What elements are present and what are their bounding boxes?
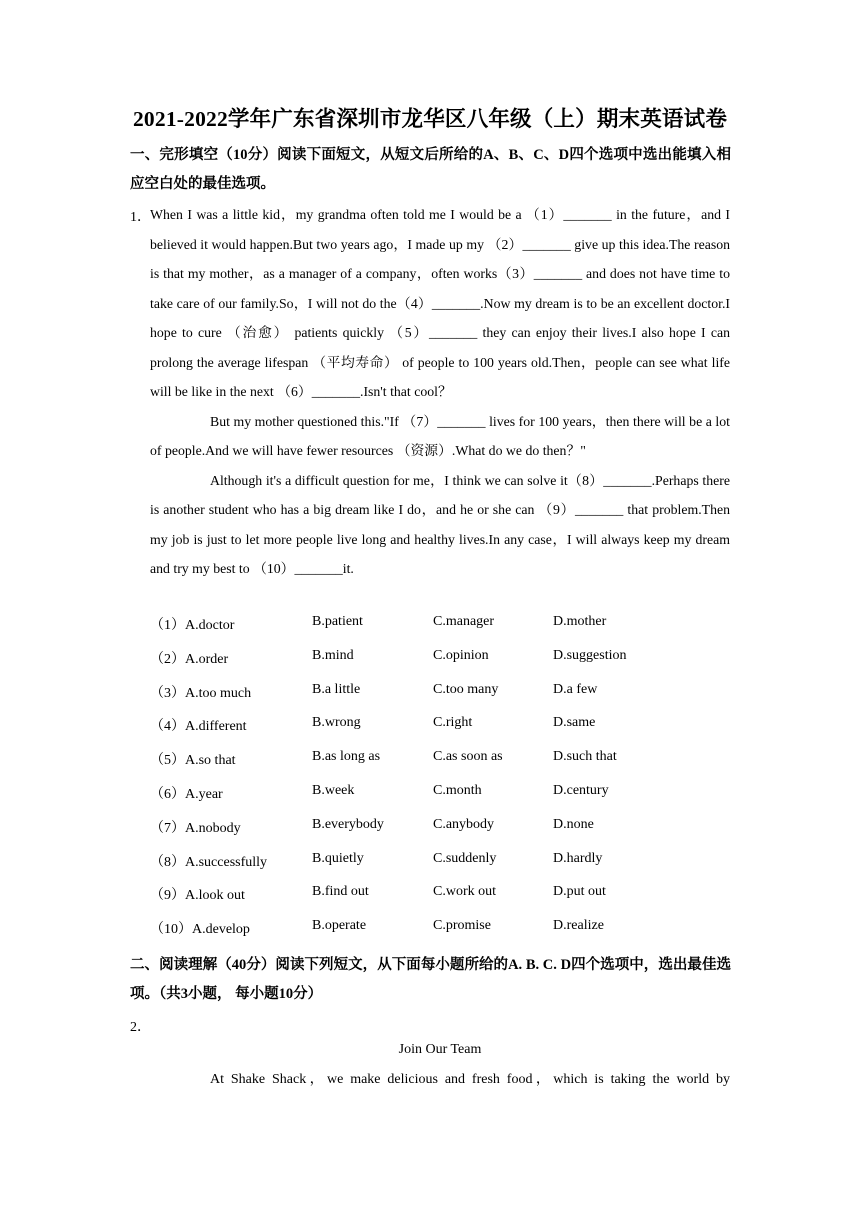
question-number-1: 1． (130, 210, 151, 225)
option-c: C.suddenly (433, 850, 497, 866)
option-d: D.such that (553, 749, 617, 765)
passage-paragraph-1: When I was a little kid，my grandma often told me I would be a （1）_______ in the future，and I believed it would happen.But two years ago，I made up my （2）_______ give up this idea.The reason is that my mother，as a manager of a company，often works（3）_______ and does not have time to take care of our family.So，I will not do the（4）_______.Now my dream is to be an excellent doctor.I hope to cure （治愈） patients quickly （5）_______ they can enjoy their lives.I also hope I can prolong the average lifespan （平均寿命） of people to 100 years old.Then，people can see what life will be like in the next （6）_______.Isn't that cool？ (150, 207, 730, 399)
option-row-7 (150, 817, 750, 851)
section2-heading: 二、阅读理解（40分）阅读下列短文，从下面每小题所给的A. B. C. D四个选项中，选出最佳选项。（共3小题， 每小题10分） (130, 957, 731, 1002)
option-c: C.work out (433, 884, 496, 900)
question-number-2: 2． (130, 1020, 151, 1035)
option-a: （10）A.develop (150, 922, 250, 938)
option-row-2 (150, 648, 750, 682)
option-row-6 (150, 783, 750, 817)
option-b: B.everybody (312, 816, 384, 832)
option-b: B.operate (312, 918, 367, 934)
option-c: C.too many (433, 681, 499, 697)
option-a: （7）A.nobody (150, 820, 241, 836)
option-d: D.a few (553, 681, 598, 697)
option-b: B.patient (312, 614, 363, 629)
passage-title: Join Our Team (398, 1042, 482, 1057)
option-b: B.mind (312, 647, 354, 663)
option-row-5 (150, 749, 750, 783)
option-row-4 (150, 715, 750, 749)
option-c: C.opinion (433, 647, 489, 663)
option-d: D.mother (553, 614, 607, 629)
option-row-8 (150, 851, 750, 885)
passage-paragraph-2: But my mother questioned this."If （7）_______ lives for 100 years，then there will be a lot of people.And we will have fewer resources （资源）.What do we do then？" (150, 413, 730, 458)
exam-title: 2021-2022学年广东省深圳市龙华区八年级（上）期末英语试卷 (132, 107, 728, 131)
option-d: D.suggestion (553, 647, 627, 663)
option-a: （4）A.different (150, 719, 247, 735)
option-d: D.put out (553, 884, 606, 900)
option-c: C.promise (433, 918, 491, 934)
passage-first-line: At Shake Shack，we make delicious and fresh food，which is taking the world by (210, 1072, 730, 1087)
option-c: C.as soon as (433, 749, 503, 765)
option-a: （3）A.too much (150, 685, 252, 701)
option-a: （5）A.so that (150, 753, 236, 769)
option-d: D.century (553, 782, 609, 798)
option-row-9 (150, 884, 750, 918)
option-row-3 (150, 682, 750, 716)
option-c: C.manager (433, 614, 495, 629)
option-d: D.hardly (553, 850, 603, 866)
option-b: B.week (312, 782, 355, 798)
option-c: C.month (433, 782, 482, 798)
option-c: C.anybody (433, 816, 495, 832)
passage-paragraph-3: Although it's a difficult question for me，I think we can solve it（8）_______.Perhaps there is another student who has a big dream like I do，and he or she can （9）_______ that problem.Then my job is just to let more people live long and healthy lives.In any case，I will always keep my dream and try my best to （10）_______it. (150, 472, 730, 576)
option-d: D.same (553, 715, 596, 731)
option-a: （1）A.doctor (150, 618, 235, 633)
section1-heading: 一、完形填空（10分）阅读下面短文，从短文后所给的A、B、C、D四个选项中选出能填入相应空白处的最佳选项。 (130, 147, 731, 192)
option-d: D.none (553, 816, 594, 832)
option-b: B.find out (312, 884, 369, 900)
option-row-10 (150, 918, 750, 952)
cloze-passage (150, 200, 730, 584)
option-a: （6）A.year (150, 786, 223, 802)
option-b: B.a little (312, 681, 361, 697)
option-a: （8）A.successfully (150, 854, 268, 870)
option-row-1 (150, 614, 750, 648)
option-a: （9）A.look out (150, 888, 245, 904)
option-d: D.realize (553, 918, 604, 934)
option-c: C.right (433, 715, 473, 731)
cloze-options (150, 614, 750, 952)
option-a: （2）A.order (150, 651, 229, 667)
option-b: B.quietly (312, 850, 364, 866)
option-b: B.wrong (312, 715, 361, 731)
option-b: B.as long as (312, 749, 381, 765)
